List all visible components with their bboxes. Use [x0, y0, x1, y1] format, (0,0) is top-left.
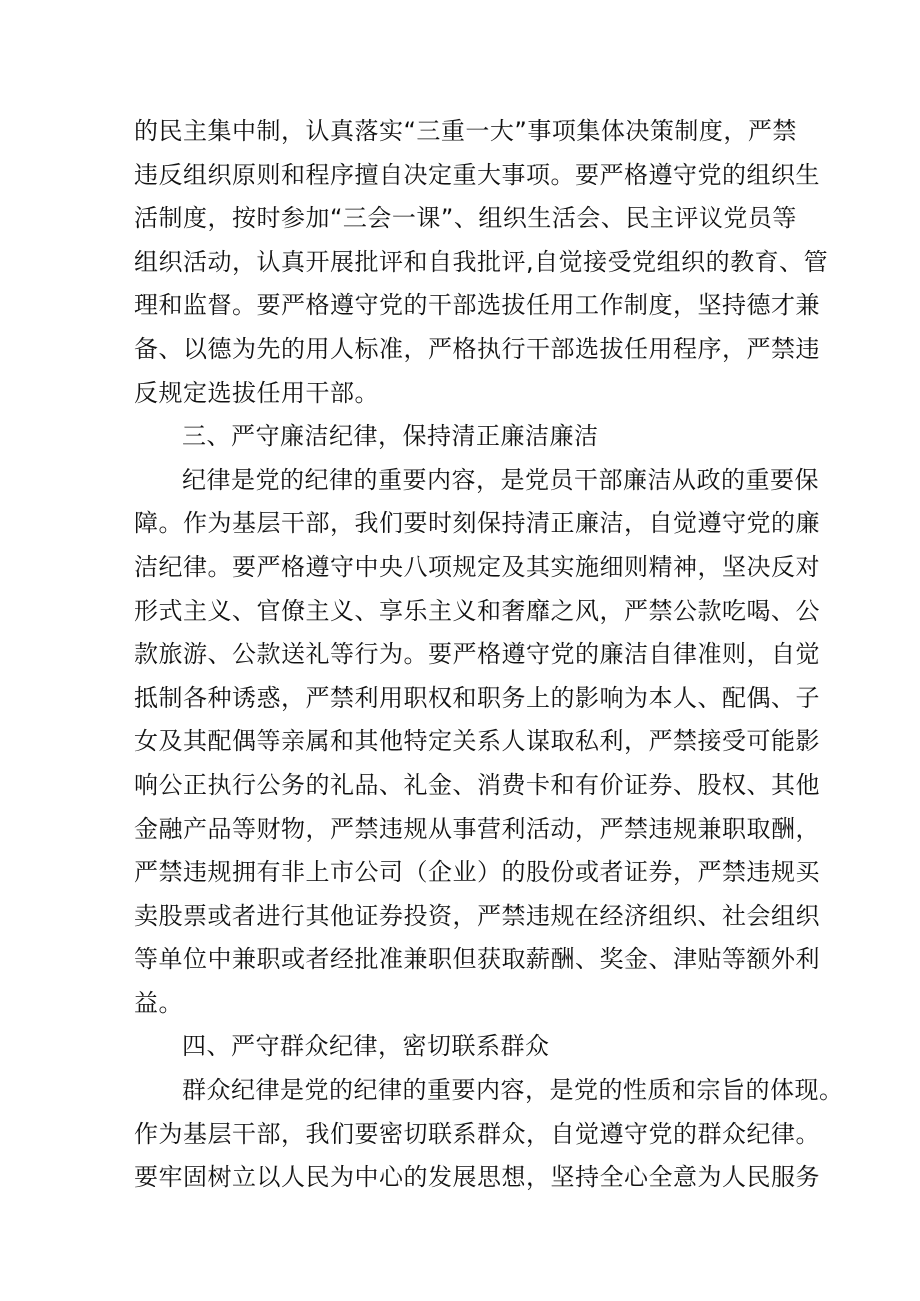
- body-text-line: 女及其配偶等亲属和其他特定关系人谋取私利，严禁接受可能影: [134, 727, 820, 756]
- body-text-line: 违反组织原则和程序擅自决定重大事项。要严格遵守党的组织生: [134, 160, 820, 189]
- document-body: [134, 110, 844, 1200]
- body-text-line: 组织活动，认真开展批评和自我批评,自觉接受党组织的教育、管: [134, 247, 829, 276]
- paragraph-first-line: 纪律是党的纪律的重要内容，是党员干部廉洁从政的重要保: [182, 465, 819, 494]
- section-heading: 四、严守群众纪律，密切联系群众: [182, 1032, 550, 1061]
- body-text-line: 备、以德为先的用人标准，严格执行干部选拔任用程序，严禁违: [134, 334, 820, 363]
- body-text-line: 反规定选拔任用干部。: [134, 378, 379, 407]
- body-text-line: 要牢固树立以人民为中心的发展思想，坚持全心全意为人民服务: [134, 1163, 820, 1192]
- body-text-line: 等单位中兼职或者经批准兼职但获取薪酬、奖金、津贴等额外利: [134, 945, 820, 974]
- body-text-line: 理和监督。要严格遵守党的干部选拔任用工作制度，坚持德才兼: [134, 291, 820, 320]
- body-text-line: 响公正执行公务的礼品、礼金、消费卡和有价证券、股权、其他: [134, 770, 820, 799]
- body-text-line: 益。: [134, 988, 183, 1017]
- section-heading: 三、严守廉洁纪律，保持清正廉洁廉洁: [182, 422, 599, 451]
- body-text-line: 抵制各种诱惑，严禁利用职权和职务上的影响为本人、配偶、子: [134, 683, 820, 712]
- body-text-line: 洁纪律。要严格遵守中央八项规定及其实施细则精神，坚决反对: [134, 552, 820, 581]
- paragraph-first-line: 群众纪律是党的纪律的重要内容，是党的性质和宗旨的体现。: [182, 1076, 844, 1105]
- body-text-line: 形式主义、官僚主义、享乐主义和奢靡之风，严禁公款吃喝、公: [134, 596, 820, 625]
- body-text-line: 活制度，按时参加“三会一课”、组织生活会、民主评议党员等: [134, 204, 797, 233]
- body-text-line: 作为基层干部，我们要密切联系群众，自觉遵守党的群众纪律。: [134, 1119, 820, 1148]
- body-text-line: 卖股票或者进行其他证券投资，严禁违规在经济组织、社会组织: [134, 901, 820, 930]
- body-text-line: 严禁违规拥有非上市公司（企业）的股份或者证券，严禁违规买: [134, 858, 820, 887]
- body-text-line: 款旅游、公款送礼等行为。要严格遵守党的廉洁自律准则，自觉: [134, 640, 820, 669]
- body-text-line: 障。作为基层干部，我们要时刻保持清正廉洁，自觉遵守党的廉: [134, 509, 820, 538]
- body-text-line: 金融产品等财物，严禁违规从事营利活动，严禁违规兼职取酬，: [134, 814, 820, 843]
- body-text-line: 的民主集中制，认真落实“三重一大”事项集体决策制度，严禁: [134, 117, 797, 145]
